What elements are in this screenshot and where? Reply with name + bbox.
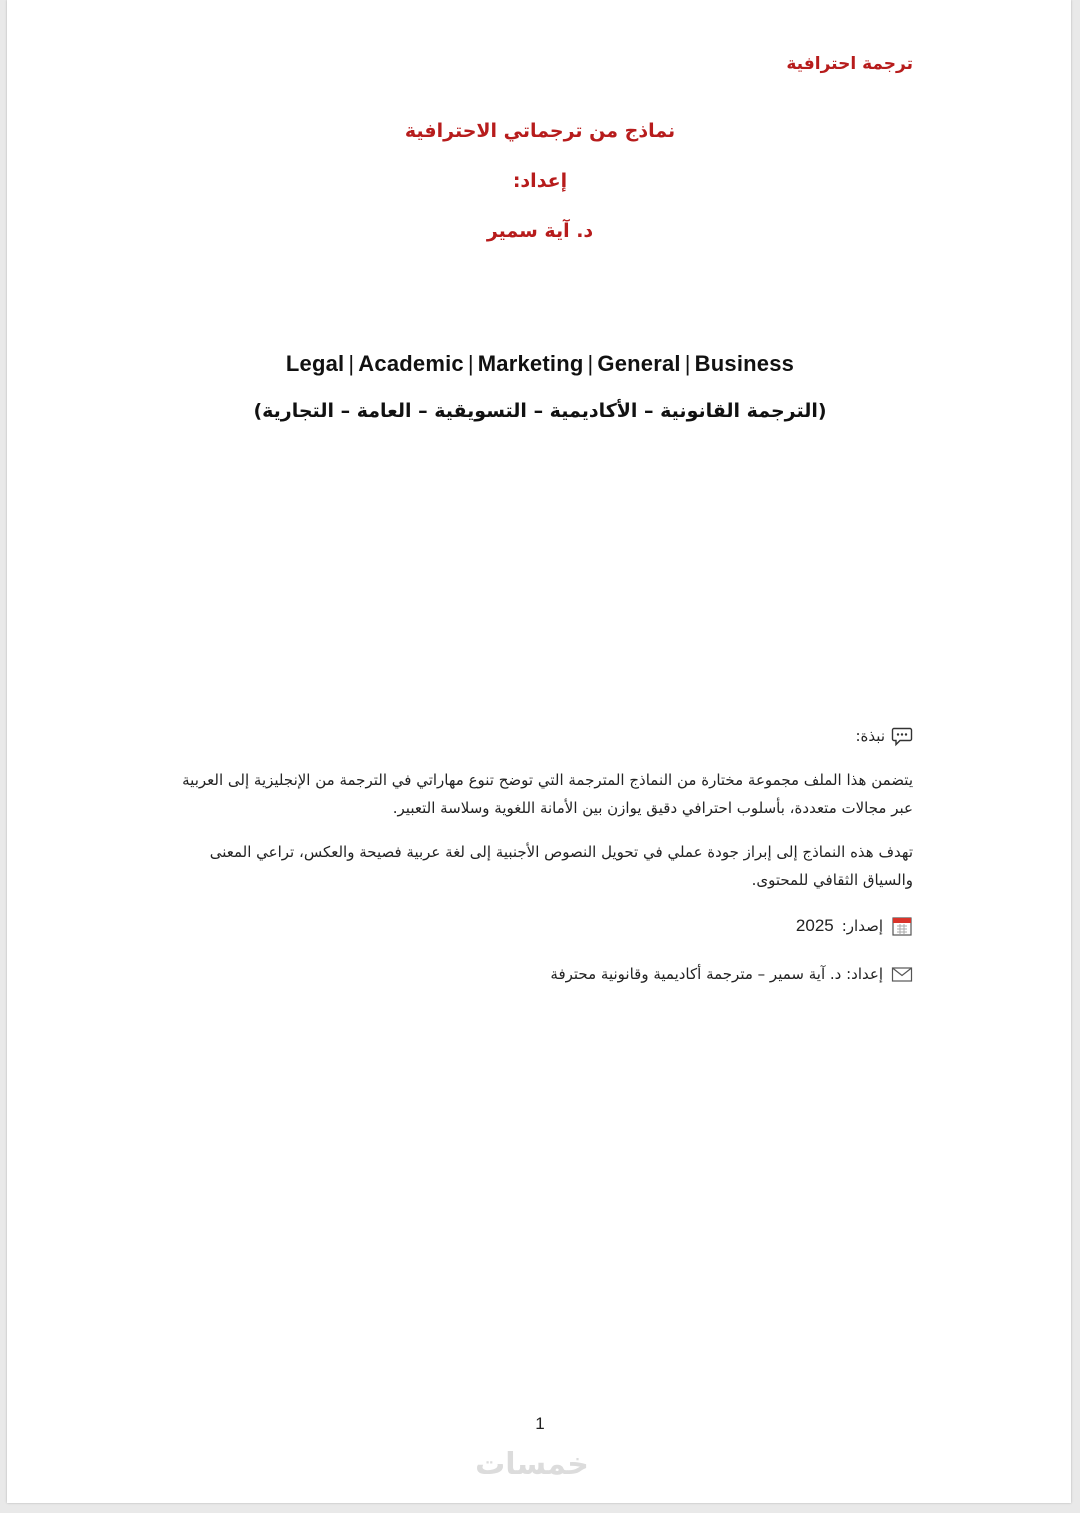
fields-english xyxy=(7,351,1073,377)
field-legal: Legal xyxy=(285,351,345,376)
edition-year: 2025 xyxy=(795,916,834,935)
field-separator: | xyxy=(348,351,355,376)
envelope-icon xyxy=(891,963,913,985)
author-name: د. آية سمير xyxy=(486,220,594,242)
about-heading xyxy=(165,722,913,750)
about-label: نبذة: xyxy=(855,727,885,745)
fields-arabic: (الترجمة القانونية – الأكاديمية – التسويقية – العامة – التجارية) xyxy=(253,400,827,422)
prepared-row xyxy=(165,960,913,988)
header-label: ترجمة احترافية xyxy=(786,54,913,74)
field-marketing: Marketing xyxy=(477,351,584,376)
speech-bubble-icon xyxy=(891,725,913,747)
prepared-text: إعداد: د. آية سمير – مترجمة أكاديمية وقانونية محترفة xyxy=(550,965,883,983)
document-page xyxy=(7,0,1071,1503)
about-paragraph-2: تهدف هذه النماذج إلى إبراز جودة عملي في تحويل النصوص الأجنبية إلى لغة عربية فصيحة والعكس، تراعي المعنى والسياق الثقافي للمحتوى. xyxy=(209,843,913,889)
page-number: 1 xyxy=(535,1414,545,1433)
calendar-icon xyxy=(891,915,913,937)
prepared-by-label: إعداد: xyxy=(512,170,568,192)
field-general: General xyxy=(597,351,681,376)
field-academic: Academic xyxy=(358,351,464,376)
field-separator: | xyxy=(467,351,474,376)
field-business: Business xyxy=(694,351,795,376)
edition-label: إصدار: xyxy=(841,917,883,935)
field-separator: | xyxy=(587,351,594,376)
document-title: نماذج من ترجماتي الاحترافية xyxy=(404,120,676,142)
edition-row xyxy=(165,912,913,940)
field-separator: | xyxy=(684,351,691,376)
watermark-logo: خمسات xyxy=(475,1447,589,1482)
about-paragraph-1: يتضمن هذا الملف مجموعة مختارة من النماذج المترجمة التي توضح تنوع مهاراتي في الترجمة من الإنجليزية إلى العربية عبر مجالات متعددة، بأسلوب احترافي دقيق يوازن بين الأمانة اللغوية وسلاسة التعبير. xyxy=(182,771,913,817)
